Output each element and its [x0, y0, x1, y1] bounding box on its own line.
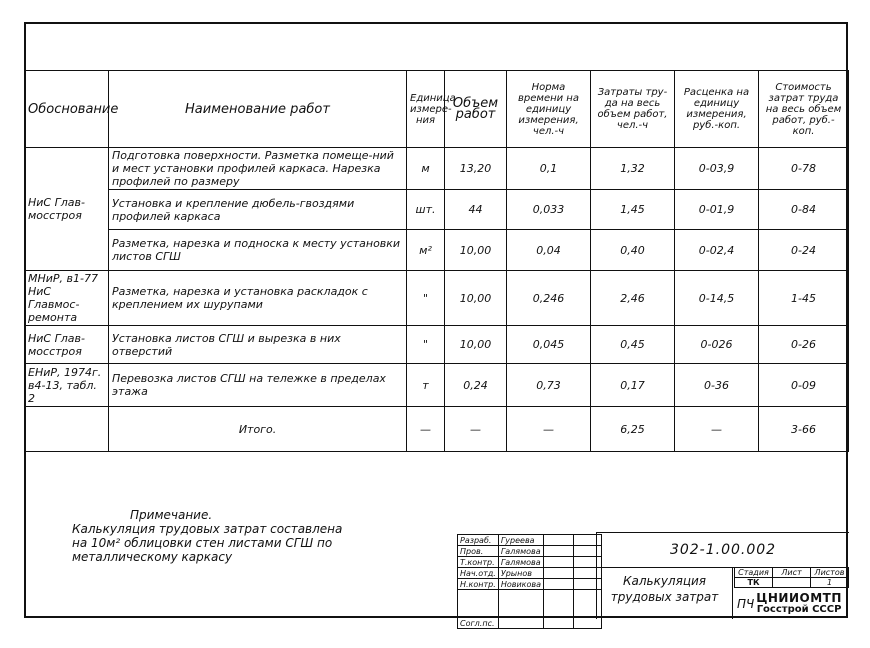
labor-cell: 0,17 [591, 364, 675, 407]
norm-cell: 0,033 [507, 190, 591, 230]
norm-cell: 0,04 [507, 230, 591, 271]
rate-cell: 0-36 [675, 364, 759, 407]
basis-cell-empty [25, 407, 109, 452]
volume-cell: 10,00 [445, 271, 507, 326]
work-name-cell: Разметка, нарезка и поднoска к месту установки листов СГШ [109, 230, 407, 271]
signature-row [458, 579, 602, 590]
cost-cell: 0-24 [759, 230, 849, 271]
signature-role: Пров. [458, 546, 499, 557]
volume-cell: 13,20 [445, 148, 507, 190]
header-cost-total: Стоимость затрат труда на весь объем работ, руб.-коп. [759, 71, 849, 148]
norm-cell: 0,045 [507, 326, 591, 364]
labor-cell: 1,32 [591, 148, 675, 190]
work-name-cell: Перевозка листов СГШ на тележке в пределах этажа [109, 364, 407, 407]
table-row [25, 364, 849, 407]
note-line: металлическому каркасу [72, 550, 233, 564]
unit-cell: " [407, 271, 445, 326]
org-line: Госстрой СССР [756, 604, 842, 615]
header-rate: Расценка на единицу измерения, руб.-коп. [675, 71, 759, 148]
document-title [597, 567, 733, 619]
sheets-value: 1 [811, 578, 849, 588]
unit-cell: т [407, 364, 445, 407]
header-volume: Объем работ [445, 71, 507, 148]
table-header-row [25, 71, 849, 148]
labor-cell: 0,40 [591, 230, 675, 271]
organization-name [756, 593, 842, 615]
volume-cell: 10,00 [445, 326, 507, 364]
org-prefix: ПЧ [737, 597, 755, 611]
header-unit: Единица измере-ния [407, 71, 445, 148]
footnote [72, 508, 342, 564]
basis-cell: НиС Глав-мосстроя [25, 148, 109, 271]
labor-cell: 0,45 [591, 326, 675, 364]
table-row [25, 190, 849, 230]
total-label: Итого. [109, 407, 407, 452]
stage-label: Стадия [735, 568, 773, 578]
document-code: 302-1.00.002 [597, 533, 849, 568]
rate-cell: 0-026 [675, 326, 759, 364]
total-norm: — [507, 407, 591, 452]
unit-cell: м² [407, 230, 445, 271]
signature-row [458, 535, 602, 546]
sheets-label: Листов [811, 568, 849, 578]
unit-cell: шт. [407, 190, 445, 230]
note-line: Калькуляция трудовых затрат составлена [72, 522, 343, 536]
signature-row [458, 557, 602, 568]
agreed-label: Согл.пс. [458, 590, 499, 629]
signature-name: Галямова [498, 557, 543, 568]
total-row [25, 407, 849, 452]
signature-name: Урынов [498, 568, 543, 579]
work-name-cell: Установка и крепление дюбель-гвоздями профилей каркаса [109, 190, 407, 230]
signature-role: Разраб. [458, 535, 499, 546]
note-title: Примечание. [130, 508, 213, 522]
signature-name: Новикова [498, 579, 543, 590]
sheet-info-table [734, 567, 849, 588]
table-row [25, 148, 849, 190]
work-name-cell: Разметка, нарезка и установка раскладок с креплением их шурупами [109, 271, 407, 326]
work-name-cell: Установка листов СГШ и вырезка в них отверстий [109, 326, 407, 364]
cost-cell: 0-78 [759, 148, 849, 190]
stage-value: ТК [735, 578, 773, 588]
total-unit: — [407, 407, 445, 452]
signature-role: Т.контр. [458, 557, 499, 568]
document-title-line: Калькуляция [622, 574, 707, 588]
rate-cell: 0-02,4 [675, 230, 759, 271]
cost-cell: 0-84 [759, 190, 849, 230]
unit-cell: " [407, 326, 445, 364]
table-row [25, 271, 849, 326]
rate-cell: 0-14,5 [675, 271, 759, 326]
table-row [25, 230, 849, 271]
total-labor: 6,25 [591, 407, 675, 452]
cost-cell: 0-09 [759, 364, 849, 407]
labor-cell: 1,45 [591, 190, 675, 230]
basis-cell: ЕНиР, 1974г. в4-13, табл. 2 [25, 364, 109, 407]
signature-row [458, 568, 602, 579]
signature-name: Галямова [498, 546, 543, 557]
sheet-label: Лист [773, 568, 811, 578]
rate-cell: 0-03,9 [675, 148, 759, 190]
labor-cell: 2,46 [591, 271, 675, 326]
total-rate: — [675, 407, 759, 452]
basis-cell: МНиР, в1-77 НиС Главмос-ремонта [25, 271, 109, 326]
header-basis: Обоснование [25, 71, 109, 148]
header-work-name: Наименование работ [109, 71, 407, 148]
norm-cell: 0,1 [507, 148, 591, 190]
signature-block [457, 534, 602, 629]
note-line: на 10м² облицовки стен листами СГШ по [72, 536, 333, 550]
table-row [25, 326, 849, 364]
title-block [596, 532, 849, 619]
labor-cost-table [24, 70, 849, 452]
signature-row [458, 546, 602, 557]
header-labor-total: Затраты тру-да на весь объем работ, чел.-ч [591, 71, 675, 148]
sheet-value [773, 578, 811, 588]
volume-cell: 0,24 [445, 364, 507, 407]
header-time-norm: Норма времени на единицу измерения, чел.-ч [507, 71, 591, 148]
org-line: ЦНИИОМТП [756, 591, 842, 605]
rate-cell: 0-01,9 [675, 190, 759, 230]
unit-cell: м [407, 148, 445, 190]
total-cost: 3-66 [759, 407, 849, 452]
basis-cell: НиС Глав-мосстроя [25, 326, 109, 364]
document-title-line: трудовых затрат [610, 590, 719, 604]
total-volume: — [445, 407, 507, 452]
norm-cell: 0,73 [507, 364, 591, 407]
signature-role: Нач.отд. [458, 568, 499, 579]
signature-role: Н.контр. [458, 579, 499, 590]
signature-name: Гуреева [498, 535, 543, 546]
volume-cell: 44 [445, 190, 507, 230]
norm-cell: 0,246 [507, 271, 591, 326]
organization-block [734, 589, 849, 619]
volume-cell: 10,00 [445, 230, 507, 271]
cost-cell: 1-45 [759, 271, 849, 326]
work-name-cell: Подготовка поверхности. Разметка помеще-ний и мест установки профилей каркаса. Нарезка профилей по размеру [109, 148, 407, 190]
agreed-row [458, 590, 602, 629]
cost-cell: 0-26 [759, 326, 849, 364]
